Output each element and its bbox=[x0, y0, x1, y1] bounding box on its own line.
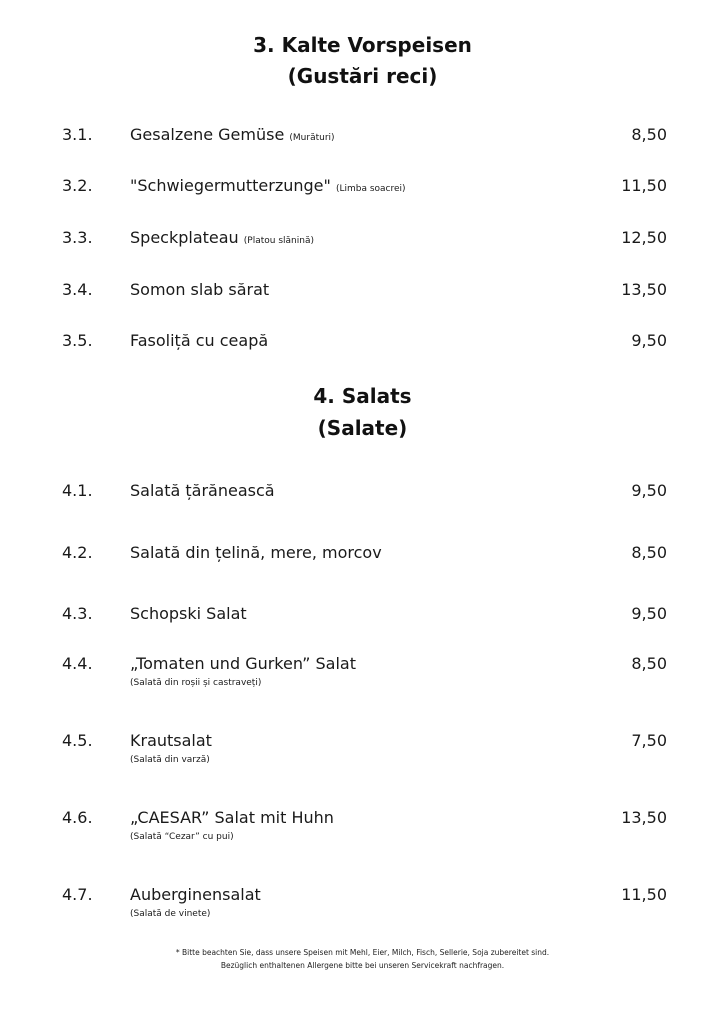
menu-item-4-4 bbox=[0, 653, 725, 693]
item-translation: (Salată din varză) bbox=[130, 755, 210, 765]
item-name: Fasoliță cu ceapă bbox=[130, 331, 269, 350]
section-4-title: 4. Salats bbox=[313, 384, 412, 408]
item-name: „Tomaten und Gurken” Salat bbox=[130, 654, 356, 673]
item-price: 8,50 bbox=[631, 125, 667, 144]
item-translation: (Salată de vinete) bbox=[130, 909, 211, 919]
item-translation: (Murături) bbox=[289, 133, 335, 143]
menu-item-3-4 bbox=[0, 279, 725, 319]
menu-item-4-2 bbox=[0, 542, 725, 582]
item-name: Schopski Salat bbox=[130, 604, 247, 623]
item-price: 8,50 bbox=[631, 543, 667, 562]
item-number: 4.1. bbox=[62, 481, 93, 500]
item-number: 4.4. bbox=[62, 654, 93, 673]
section-4-subtitle: (Salate) bbox=[317, 416, 408, 440]
section-3-subtitle: (Gustări reci) bbox=[287, 64, 438, 88]
item-translation: (Platou slănină) bbox=[243, 236, 314, 246]
item-name: Gesalzene Gemüse (Murături) bbox=[130, 125, 335, 144]
item-name: Auberginensalat bbox=[130, 885, 261, 904]
menu-item-3-2 bbox=[0, 175, 725, 215]
item-price: 9,50 bbox=[631, 331, 667, 350]
item-number: 3.3. bbox=[62, 228, 93, 247]
allergen-note-line-2: Bezüglich enthaltenen Allergene bitte bei unseren Servicekraft nachfragen. bbox=[220, 961, 505, 970]
item-price: 8,50 bbox=[631, 654, 667, 673]
section-3-title: 3. Kalte Vorspeisen bbox=[253, 33, 472, 57]
menu-item-3-5 bbox=[0, 330, 725, 370]
item-name: Salată țărănească bbox=[130, 481, 275, 500]
item-translation: (Limba soacrei) bbox=[335, 184, 406, 194]
menu-item-4-5 bbox=[0, 730, 725, 770]
item-name: Speckplateau (Platou slănină) bbox=[130, 228, 314, 247]
item-price: 11,50 bbox=[621, 885, 667, 904]
item-number: 4.3. bbox=[62, 604, 93, 623]
menu-item-3-3 bbox=[0, 227, 725, 267]
item-name: „CAESAR” Salat mit Huhn bbox=[130, 808, 334, 827]
item-number: 3.1. bbox=[62, 125, 93, 144]
item-number: 4.2. bbox=[62, 543, 93, 562]
item-name: Somon slab sărat bbox=[130, 280, 270, 299]
item-price: 7,50 bbox=[631, 731, 667, 750]
menu-item-4-1 bbox=[0, 480, 725, 520]
menu-item-4-6 bbox=[0, 807, 725, 847]
item-price: 13,50 bbox=[621, 808, 667, 827]
item-number: 3.5. bbox=[62, 331, 93, 350]
item-price: 9,50 bbox=[631, 604, 667, 623]
item-number: 4.6. bbox=[62, 808, 93, 827]
item-price: 11,50 bbox=[621, 176, 667, 195]
item-name: Salată din țelină, mere, morcov bbox=[130, 543, 382, 562]
item-price: 13,50 bbox=[621, 280, 667, 299]
menu-item-4-3 bbox=[0, 603, 725, 643]
item-translation: (Salată din roșii și castraveți) bbox=[130, 678, 262, 688]
item-price: 9,50 bbox=[631, 481, 667, 500]
item-name: "Schwiegermutterzunge" (Limba soacrei) bbox=[130, 176, 406, 195]
item-number: 4.5. bbox=[62, 731, 93, 750]
item-number: 3.4. bbox=[62, 280, 93, 299]
menu-item-3-1 bbox=[0, 124, 725, 164]
allergen-note-line-1: * Bitte beachten Sie, dass unsere Speisen mit Mehl, Eier, Milch, Fisch, Sellerie, Soja zubereitet sind. bbox=[175, 948, 550, 957]
item-price: 12,50 bbox=[621, 228, 667, 247]
item-translation: (Salată “Cezar” cu pui) bbox=[130, 832, 234, 842]
item-number: 4.7. bbox=[62, 885, 93, 904]
item-number: 3.2. bbox=[62, 176, 93, 195]
item-name: Krautsalat bbox=[130, 731, 212, 750]
menu-item-4-7 bbox=[0, 884, 725, 924]
